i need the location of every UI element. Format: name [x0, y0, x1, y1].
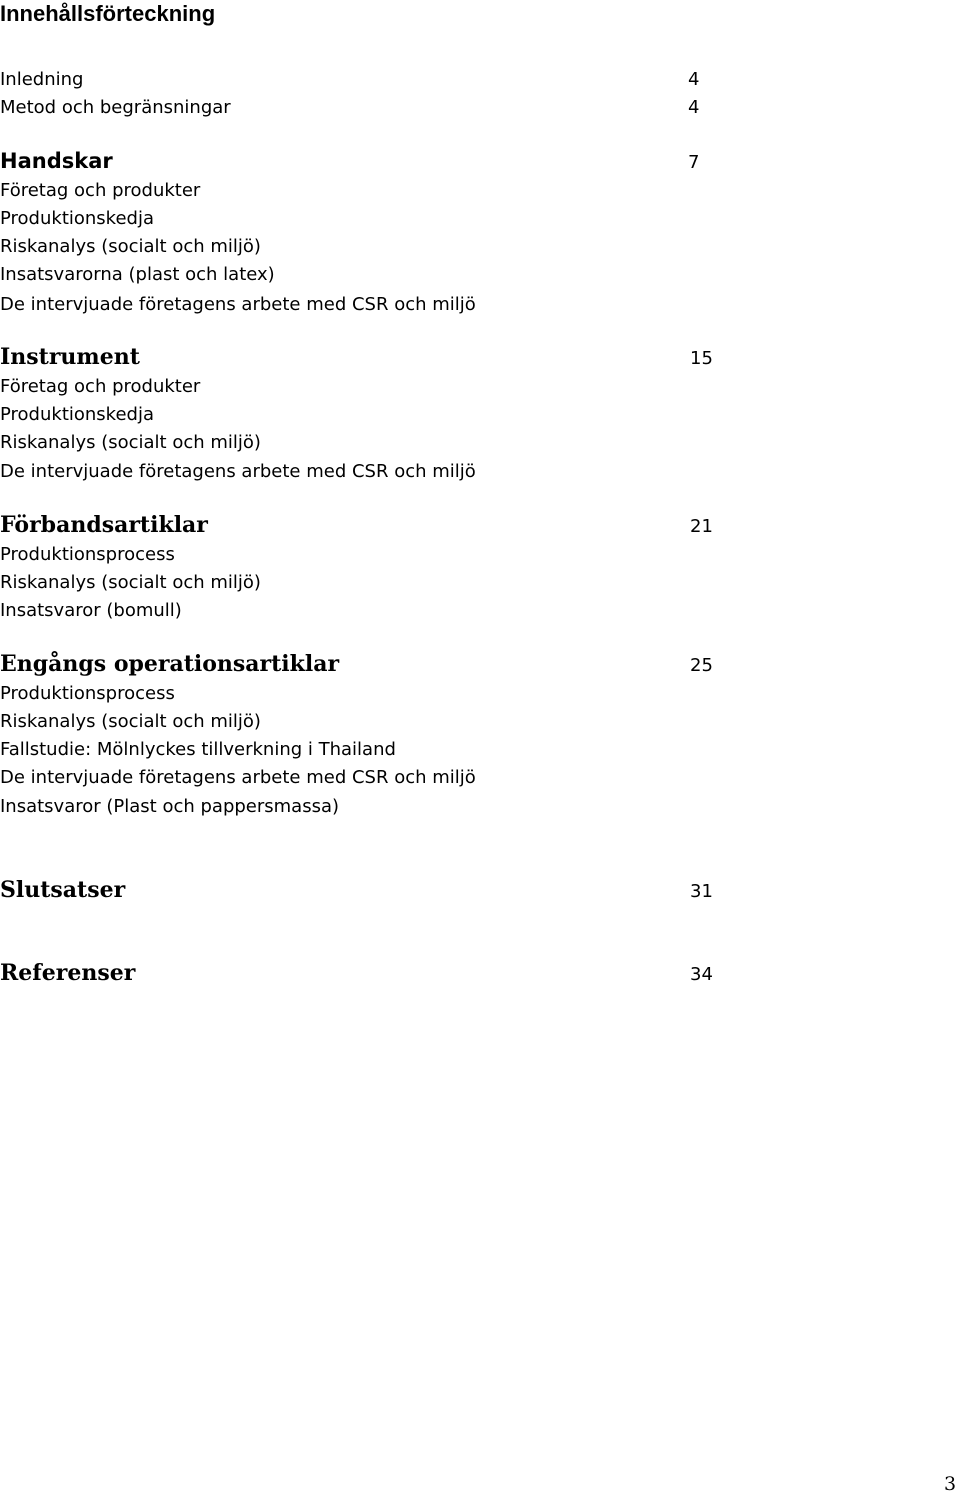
- page-title: Innehållsförteckning: [0, 1, 216, 26]
- toc-subitem[interactable]: Produktionsprocess: [0, 544, 175, 565]
- toc-section-heading: Instrument: [0, 344, 140, 370]
- toc-subitem[interactable]: Insatsvarorna (plast och latex): [0, 264, 275, 285]
- toc-subitem[interactable]: Riskanalys (socialt och miljö): [0, 711, 261, 732]
- toc-section-page: 15: [690, 348, 713, 369]
- toc-entry-label: Inledning: [0, 69, 84, 90]
- toc-section-page: 31: [690, 881, 713, 902]
- toc-section-heading: Handskar: [0, 149, 113, 173]
- toc-section-heading: Engångs operationsartiklar: [0, 651, 340, 677]
- toc-subitem[interactable]: Företag och produkter: [0, 180, 201, 201]
- toc-entry-label: Metod och begränsningar: [0, 97, 231, 118]
- toc-subitem[interactable]: Produktionsprocess: [0, 683, 175, 704]
- toc-subitem[interactable]: Riskanalys (socialt och miljö): [0, 572, 261, 593]
- toc-entry-page: 4: [688, 69, 700, 90]
- toc-section-page: 25: [690, 655, 713, 676]
- toc-section-forbandsartiklar[interactable]: [0, 508, 720, 542]
- toc-subitem[interactable]: Produktionskedja: [0, 208, 154, 229]
- toc-section-engangs[interactable]: [0, 647, 720, 681]
- toc-subitem[interactable]: De intervjuade företagens arbete med CSR och miljö: [0, 294, 476, 315]
- page-number: 3: [944, 1473, 957, 1495]
- toc-section-slutsatser[interactable]: [0, 873, 720, 907]
- toc-entry-page: 4: [688, 97, 700, 118]
- toc-subitem[interactable]: Företag och produkter: [0, 376, 201, 397]
- toc-section-heading: Slutsatser: [0, 877, 126, 903]
- toc-section-instrument[interactable]: [0, 340, 720, 374]
- toc-section-handskar[interactable]: [0, 144, 720, 178]
- toc-subitem[interactable]: De intervjuade företagens arbete med CSR och miljö: [0, 767, 476, 788]
- toc-subitem[interactable]: Fallstudie: Mölnlyckes tillverkning i Thailand: [0, 739, 396, 760]
- toc-section-referenser[interactable]: [0, 956, 720, 990]
- toc-subitem[interactable]: Riskanalys (socialt och miljö): [0, 432, 261, 453]
- toc-entry-metod[interactable]: [0, 94, 720, 122]
- toc-section-page: 21: [690, 516, 713, 537]
- toc-entry-inledning[interactable]: [0, 66, 720, 94]
- toc-section-page: 7: [688, 152, 700, 173]
- toc-subitem[interactable]: De intervjuade företagens arbete med CSR och miljö: [0, 461, 476, 482]
- toc-section-heading: Förbandsartiklar: [0, 512, 208, 538]
- toc-subitem[interactable]: Produktionskedja: [0, 404, 154, 425]
- toc-subitem[interactable]: Insatsvaror (Plast och pappersmassa): [0, 796, 340, 817]
- toc-subitem[interactable]: Riskanalys (socialt och miljö): [0, 236, 261, 257]
- toc-section-heading: Referenser: [0, 960, 136, 986]
- toc-section-page: 34: [690, 964, 713, 985]
- toc-subitem[interactable]: Insatsvaror (bomull): [0, 600, 182, 621]
